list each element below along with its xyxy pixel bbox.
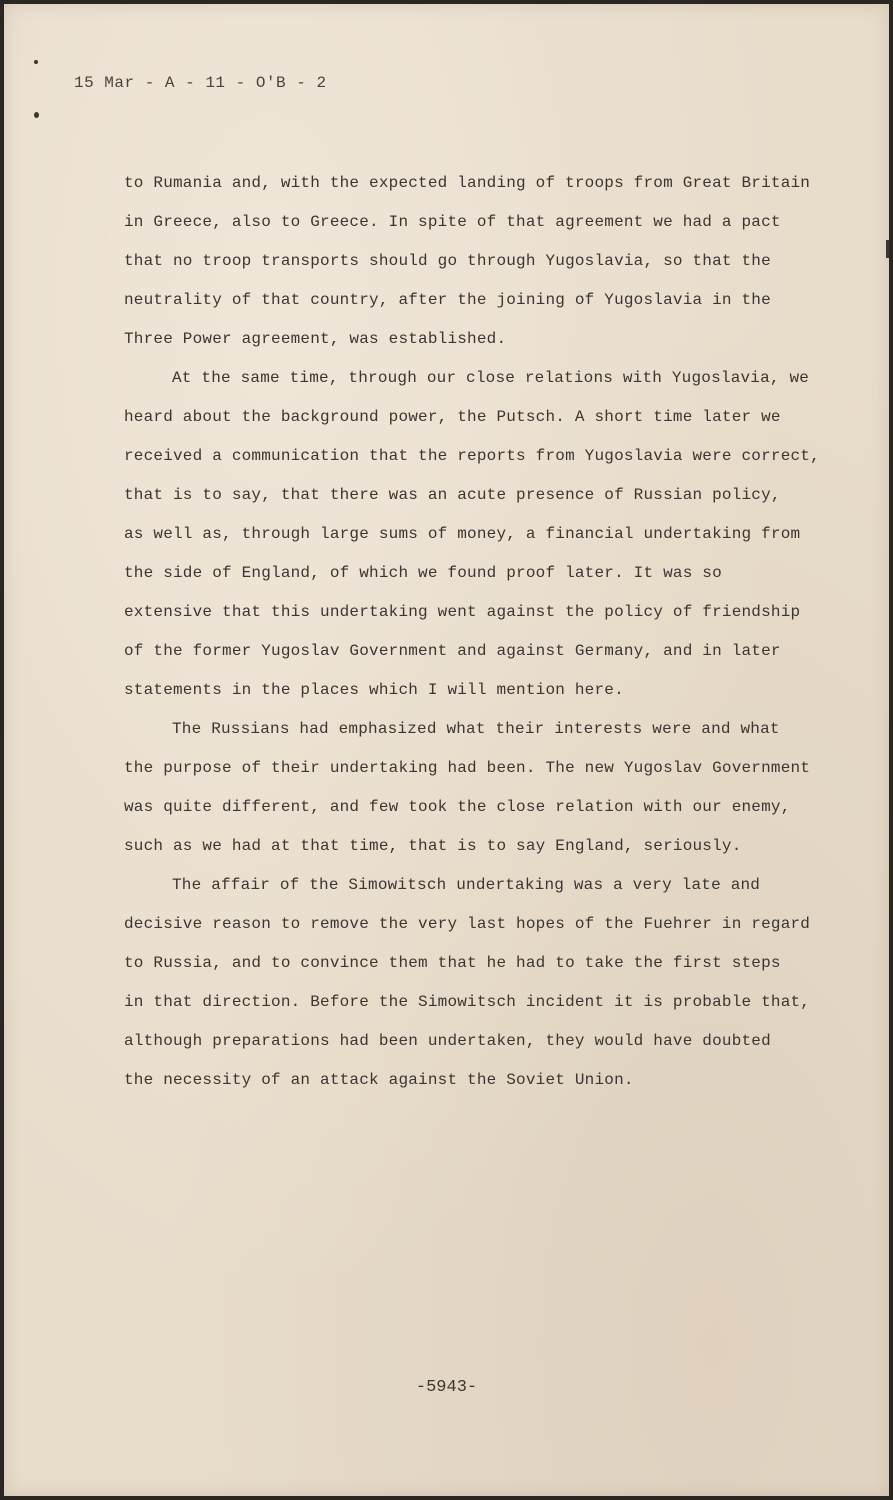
document-page bbox=[4, 4, 889, 1496]
text-line: the necessity of an attack against the Soviet Union. bbox=[124, 1071, 634, 1089]
text-line: although preparations had been undertaken, they would have doubted bbox=[124, 1032, 771, 1050]
ink-speck bbox=[34, 60, 38, 64]
text-line: such as we had at that time, that is to say England, seriously. bbox=[124, 837, 742, 855]
text-line: neutrality of that country, after the joining of Yugoslavia in the bbox=[124, 291, 771, 309]
text-line: the side of England, of which we found proof later. It was so bbox=[124, 564, 722, 582]
text-line: statements in the places which I will mention here. bbox=[124, 681, 624, 699]
text-line: as well as, through large sums of money, a financial undertaking from bbox=[124, 525, 801, 543]
text-line: that is to say, that there was an acute presence of Russian policy, bbox=[124, 486, 781, 504]
ink-speck bbox=[34, 112, 39, 118]
text-line: of the former Yugoslav Government and against Germany, and in later bbox=[124, 642, 781, 660]
paragraph-start-line: The affair of the Simowitsch undertaking was a very late and bbox=[172, 876, 761, 894]
text-line: that no troop transports should go through Yugoslavia, so that the bbox=[124, 252, 771, 270]
text-line: extensive that this undertaking went against the policy of friendship bbox=[124, 603, 801, 621]
text-line: was quite different, and few took the close relation with our enemy, bbox=[124, 798, 791, 816]
text-line: to Russia, and to convince them that he had to take the first steps bbox=[124, 954, 781, 972]
paragraph-start-line: The Russians had emphasized what their interests were and what bbox=[172, 720, 780, 738]
page-header: 15 Mar - A - 11 - O'B - 2 bbox=[74, 74, 327, 92]
text-line: to Rumania and, with the expected landing of troops from Great Britain bbox=[124, 174, 811, 192]
text-line: Three Power agreement, was established. bbox=[124, 330, 507, 348]
text-line: decisive reason to remove the very last hopes of the Fuehrer in regard bbox=[124, 915, 811, 933]
text-line: in that direction. Before the Simowitsch incident it is probable that, bbox=[124, 993, 811, 1011]
paragraph-start-line: At the same time, through our close relations with Yugoslavia, we bbox=[172, 369, 810, 387]
text-line: the purpose of their undertaking had been. The new Yugoslav Government bbox=[124, 759, 811, 777]
text-line: in Greece, also to Greece. In spite of that agreement we had a pact bbox=[124, 213, 781, 231]
text-line: heard about the background power, the Putsch. A short time later we bbox=[124, 408, 781, 426]
document-body bbox=[124, 164, 824, 1100]
page-number: -5943- bbox=[415, 1378, 478, 1397]
text-line: received a communication that the reports from Yugoslavia were correct, bbox=[124, 447, 820, 465]
margin-mark bbox=[886, 240, 889, 258]
